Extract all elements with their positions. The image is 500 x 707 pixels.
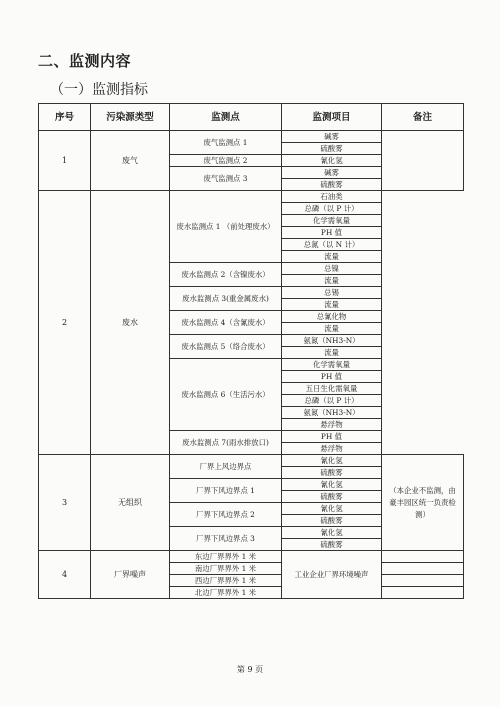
monitoring-point: 废水监测点 3(重金属废水)	[170, 287, 282, 311]
monitoring-item: 总锡	[282, 287, 382, 299]
subsection-heading: （一）监测指标	[50, 82, 148, 98]
monitoring-item: 氰化氢	[282, 503, 382, 515]
monitoring-item: 流量	[282, 347, 382, 359]
remark-empty	[382, 587, 464, 599]
monitoring-point: 废气监测点 1	[170, 131, 282, 155]
header-monitoring-point: 监测点	[170, 104, 282, 131]
table-row	[39, 455, 464, 467]
monitoring-item: 硫酸雾	[282, 491, 382, 503]
monitoring-point: 废水监测点 2（含镍废水）	[170, 263, 282, 287]
remark-empty	[382, 575, 464, 587]
page-number: 第 9 页	[236, 665, 264, 674]
monitoring-item: PH 值	[282, 227, 382, 239]
row-number: 1	[39, 131, 91, 191]
monitoring-point: 废水监测点 7(雨水排放口)	[170, 431, 282, 455]
monitoring-point: 废水监测点 6（生活污水）	[170, 359, 282, 431]
monitoring-item: PH 值	[282, 431, 382, 443]
monitoring-item: 总磷（以 P 计）	[282, 203, 382, 215]
monitoring-item: 悬浮物	[282, 419, 382, 431]
remark-empty	[382, 131, 464, 191]
monitoring-item: 氰化氢	[282, 479, 382, 491]
monitoring-point: 废水监测点 1 （前处理废水）	[170, 191, 282, 263]
monitoring-item: 流量	[282, 275, 382, 287]
row-number: 3	[39, 455, 91, 551]
monitoring-point: 厂界上风边界点	[170, 455, 282, 479]
monitoring-item: 硫酸雾	[282, 515, 382, 527]
monitoring-item: 总镍	[282, 263, 382, 275]
header-remark: 备注	[382, 104, 464, 131]
table-row	[39, 191, 464, 203]
monitoring-item: 工业企业厂界环境噪声	[282, 551, 382, 599]
table-header-row	[39, 104, 464, 131]
monitoring-item: 五日生化需氧量	[282, 383, 382, 395]
source-type: 废水	[91, 191, 170, 455]
monitoring-item: 硫酸雾	[282, 539, 382, 551]
monitoring-point: 废气监测点 3	[170, 167, 282, 191]
monitoring-point: 南边厂界界外 1 米	[170, 563, 282, 575]
section-heading: 二、监测内容	[38, 52, 132, 70]
row-number: 4	[39, 551, 91, 599]
monitoring-point: 东边厂界界外 1 米	[170, 551, 282, 563]
monitoring-item: 流量	[282, 299, 382, 311]
header-no: 序号	[39, 104, 91, 131]
monitoring-point: 废水监测点 4（含氰废水）	[170, 311, 282, 335]
monitoring-item: 化学需氧量	[282, 215, 382, 227]
monitoring-item: 氨氮（NH3-N）	[282, 335, 382, 347]
monitoring-item: 氰化氢	[282, 155, 382, 167]
monitoring-item: 总氮（以 N 计）	[282, 239, 382, 251]
monitoring-item: 氨氮（NH3-N）	[282, 407, 382, 419]
monitoring-point: 西边厂界界外 1 米	[170, 575, 282, 587]
monitoring-item: 碱雾	[282, 167, 382, 179]
header-monitoring-item: 监测项目	[282, 104, 382, 131]
monitoring-item: 碱雾	[282, 131, 382, 143]
header-source-type: 污染源类型	[91, 104, 170, 131]
source-type: 无组织	[91, 455, 170, 551]
table-row	[39, 551, 464, 563]
monitoring-table	[38, 103, 464, 599]
monitoring-item: 氰化氢	[282, 455, 382, 467]
monitoring-item: 硫酸雾	[282, 179, 382, 191]
monitoring-point: 厂界下风边界点 3	[170, 527, 282, 551]
remark: （本企业不监测，由豪丰园区统一负责检测）	[382, 455, 464, 551]
monitoring-item: 化学需氧量	[282, 359, 382, 371]
monitoring-item: 氰化氢	[282, 527, 382, 539]
monitoring-point: 北边厂界界外 1 米	[170, 587, 282, 599]
monitoring-point: 厂界下风边界点 2	[170, 503, 282, 527]
monitoring-item: 流量	[282, 323, 382, 335]
monitoring-item: 流量	[282, 251, 382, 263]
row-number: 2	[39, 191, 91, 455]
monitoring-item: 硫酸雾	[282, 467, 382, 479]
monitoring-item: 悬浮物	[282, 443, 382, 455]
monitoring-item: 总磷（以 P 计）	[282, 395, 382, 407]
source-type: 废气	[91, 131, 170, 191]
monitoring-item: PH 值	[282, 371, 382, 383]
monitoring-point: 废水监测点 5（络合废水）	[170, 335, 282, 359]
remark-empty	[382, 563, 464, 575]
monitoring-item: 总氰化物	[282, 311, 382, 323]
monitoring-point: 厂界下风边界点 1	[170, 479, 282, 503]
source-type: 厂界噪声	[91, 551, 170, 599]
table-row	[39, 131, 464, 143]
monitoring-point: 废气监测点 2	[170, 155, 282, 167]
monitoring-item: 硫酸雾	[282, 143, 382, 155]
remark	[382, 551, 464, 563]
monitoring-item: 石油类	[282, 191, 382, 203]
